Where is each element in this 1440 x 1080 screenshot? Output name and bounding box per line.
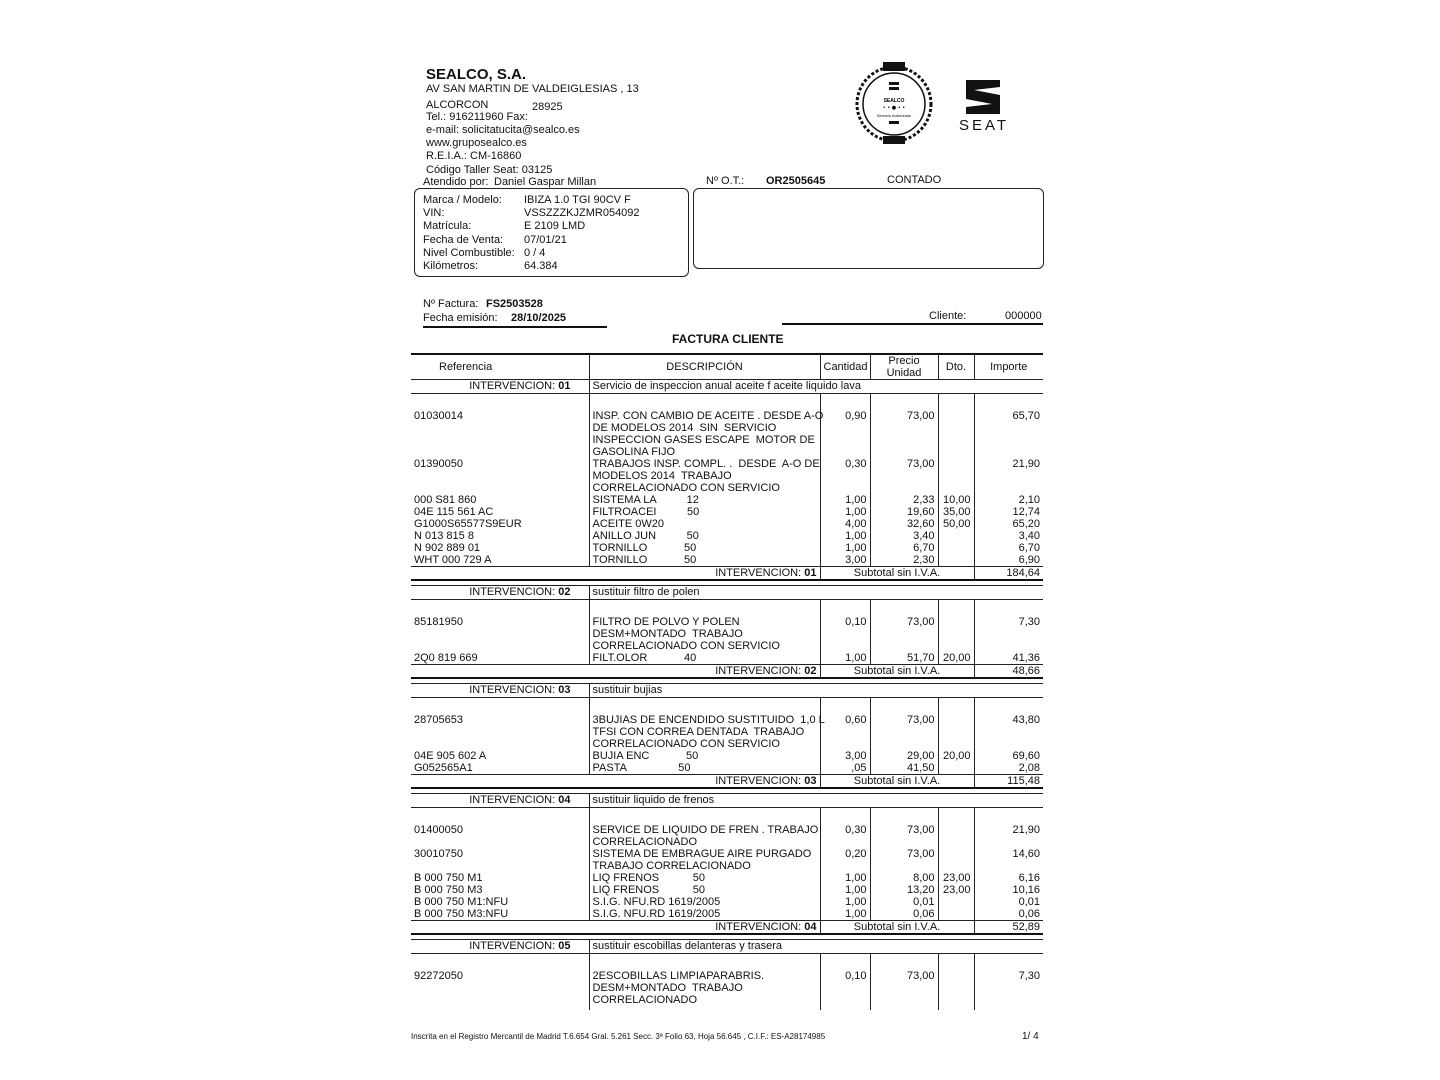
item-description [589, 542, 820, 554]
intervention-label [411, 586, 589, 600]
subtotal-intervention-number: 04 [804, 921, 817, 933]
item-reference: B 000 750 M1 [414, 872, 483, 884]
table-row [411, 542, 1043, 554]
table-row [411, 652, 1043, 665]
item-description-line: CORRELACIONADO CON SERVICIO [592, 482, 780, 494]
payment-type: CONTADO [887, 174, 942, 186]
column-header: Dto. [938, 354, 974, 380]
item-reference: 85181950 [414, 616, 463, 628]
item-unit-price: 0,01 [870, 896, 938, 908]
item-description-line: TRABAJO CORRELACIONADO [592, 860, 751, 872]
seal-top-text: SEALCO [883, 98, 905, 104]
item-amount: 65,70 [974, 410, 1043, 458]
item-description-line: SISTEMA LA 12 [592, 494, 699, 506]
subtotal-row [411, 567, 1043, 581]
intervention-number: 01 [558, 380, 571, 392]
item-unit-price: 2,30 [870, 554, 938, 567]
item-quantity: 1,00 [820, 506, 870, 518]
intervention-header [411, 684, 1043, 698]
item-description-line: DESM+MONTADO TRABAJO [592, 982, 743, 994]
table-row [411, 750, 1043, 762]
table-row [411, 518, 1043, 530]
item-reference: B 000 750 M3:NFU [414, 908, 509, 920]
item-description [589, 518, 820, 530]
item-description [589, 494, 820, 506]
item-unit-price: 51,70 [870, 652, 938, 665]
vehicle-value: 0 / 4 [524, 246, 546, 259]
item-description-line: INSP. CON CAMBIO DE ACEITE . DESDE A-O [592, 410, 824, 422]
item-reference: 2Q0 819 669 [414, 652, 478, 664]
item-amount: 2,08 [974, 762, 1043, 775]
item-reference: 01390050 [414, 458, 463, 470]
client-underline [782, 323, 1043, 325]
item-description-line: 3BUJIAS DE ENCENDIDO SUSTITUIDO 1,0 L [592, 714, 825, 726]
item-description [589, 908, 820, 921]
item-description-line: BUJIA ENC 50 [592, 750, 699, 762]
item-description-line: TRABAJOS INSP. COMPL. . DESDE A-O DE [592, 458, 820, 470]
item-quantity: 1,00 [820, 872, 870, 884]
table-row [411, 908, 1043, 921]
company-reia: R.E.I.A.: CM-16860 [426, 150, 522, 162]
column-header: Precio Unidad [870, 354, 938, 380]
subtotal-intervention-number: 03 [804, 775, 817, 787]
company-taller: Código Taller Seat: 03125 [426, 164, 553, 176]
item-description-line: FILT.OLOR 40 [592, 652, 697, 664]
subtotal-intervention-label: INTERVENCION: [715, 921, 802, 933]
item-reference: 92272050 [414, 970, 463, 982]
item-unit-price: 29,00 [870, 750, 938, 762]
item-description [589, 970, 820, 1006]
svg-text:• • ● • •: • • ● • • [882, 105, 906, 111]
item-discount [938, 824, 974, 848]
item-amount: 12,74 [974, 506, 1043, 518]
invoice-meta-underline [423, 326, 607, 328]
item-discount: 20,00 [938, 750, 974, 762]
item-description [589, 458, 820, 494]
item-amount: 21,90 [974, 458, 1043, 494]
order-number: OR2505645 [766, 175, 826, 187]
seat-logo [944, 78, 1024, 132]
subtotal-amount: 115,48 [974, 775, 1043, 789]
subtotal-amount: 48,66 [974, 665, 1043, 679]
vehicle-value: 07/01/21 [524, 233, 567, 246]
intervention-label-text: INTERVENCION: [469, 586, 556, 598]
vehicle-label: Marca / Modelo: [423, 194, 502, 206]
invoice-number: FS2503528 [486, 298, 543, 310]
company-email: e-mail: solicitatucita@sealco.es [426, 124, 580, 136]
subtotal-amount: 52,89 [974, 921, 1043, 935]
item-reference: WHT 000 729 A [414, 554, 492, 566]
item-discount [938, 896, 974, 908]
company-phone: Tel.: 916211960 Fax: [426, 111, 528, 123]
item-unit-price: 73,00 [870, 970, 938, 1006]
attended-name: Daniel Gaspar Millan [494, 176, 597, 188]
item-description [589, 762, 820, 775]
table-row [411, 410, 1043, 458]
table-header [411, 354, 1043, 380]
item-description-line: TFSI CON CORREA DENTADA TRABAJO [592, 726, 805, 738]
item-description-line: S.I.G. NFU.RD 1619/2005 [592, 908, 721, 920]
subtotal-intervention-label: INTERVENCION: [715, 567, 802, 579]
item-quantity: 1,00 [820, 530, 870, 542]
item-unit-price: 8,00 [870, 872, 938, 884]
table-row [411, 872, 1043, 884]
item-discount [938, 908, 974, 921]
item-quantity: 0,90 [820, 410, 870, 458]
item-description-line: LIQ FRENOS 50 [592, 884, 705, 896]
item-reference: 000 S81 860 [414, 494, 477, 506]
item-quantity: ,05 [820, 762, 870, 775]
item-amount: 14,60 [974, 848, 1043, 872]
vehicle-label: Matrícula: [423, 220, 472, 233]
item-description [589, 616, 820, 652]
item-description [589, 714, 825, 750]
item-unit-price: 0,06 [870, 908, 938, 921]
subtotal-intervention [411, 775, 820, 789]
order-label: Nº O.T.: [706, 175, 745, 187]
item-description-line: MODELOS 2014 TRABAJO [592, 470, 732, 482]
item-discount [938, 530, 974, 542]
item-reference: 28705653 [414, 714, 463, 726]
intervention-label [411, 794, 589, 808]
item-reference: 04E 115 561 AC [414, 506, 494, 518]
sealco-seal-logo [853, 62, 935, 144]
seat-logo-text: SEAT [958, 117, 1010, 132]
subtotal-amount: 184,64 [974, 567, 1043, 581]
item-amount: 65,20 [974, 518, 1043, 530]
intervention-header [411, 794, 1043, 808]
item-quantity: 3,00 [820, 554, 870, 567]
item-unit-price: 73,00 [870, 714, 938, 750]
item-reference: 30010750 [414, 848, 463, 860]
invoice-items-table [411, 353, 1043, 1010]
item-reference: 01400050 [414, 824, 463, 836]
intervention-label [411, 940, 589, 954]
item-discount: 23,00 [938, 884, 974, 896]
table-row [411, 714, 1043, 750]
item-quantity: 0,10 [820, 616, 870, 652]
item-description-line: CORRELACIONADO [592, 994, 698, 1006]
item-quantity: 3,00 [820, 750, 870, 762]
item-unit-price: 41,50 [870, 762, 938, 775]
item-quantity: 4,00 [820, 518, 870, 530]
item-description-line: S.I.G. NFU.RD 1619/2005 [592, 896, 721, 908]
intervention-title: Servicio de inspeccion anual aceite f aceite liquido lava [589, 380, 1043, 394]
item-amount: 2,10 [974, 494, 1043, 506]
item-description [589, 750, 820, 762]
invoice-title: FACTURA CLIENTE [672, 332, 784, 346]
vehicle-value: E 2109 LMD [524, 220, 586, 233]
item-reference: G052565A1 [414, 762, 473, 774]
item-description [589, 896, 820, 908]
subtotal-intervention [411, 665, 820, 679]
item-amount: 69,60 [974, 750, 1043, 762]
invoice-date: 28/10/2025 [511, 312, 567, 324]
item-amount: 0,06 [974, 908, 1043, 921]
company-name: SEALCO, S.A. [426, 66, 527, 83]
item-description-line: TORNILLO 50 [592, 554, 697, 566]
item-description [589, 872, 820, 884]
item-description [589, 410, 824, 458]
item-quantity: 1,00 [820, 542, 870, 554]
attended-label: Atendido por: [423, 176, 489, 188]
subtotal-intervention-label: INTERVENCION: [715, 665, 802, 677]
subtotal-row [411, 921, 1043, 935]
item-unit-price: 73,00 [870, 848, 938, 872]
intervention-title: sustituir escobillas delanteras y trasera [589, 940, 1043, 954]
item-description-line: ANILLO JUN 50 [592, 530, 699, 542]
item-discount: 20,00 [938, 652, 974, 665]
subtotal-row [411, 775, 1043, 789]
invoice-date-label: Fecha emisión: [423, 312, 498, 324]
item-quantity: 1,00 [820, 884, 870, 896]
column-header: Cantidad [820, 354, 870, 380]
item-quantity: 0,60 [820, 714, 870, 750]
item-description [589, 652, 820, 665]
item-quantity: 0,20 [820, 848, 870, 872]
intervention-label [411, 380, 589, 394]
item-amount: 43,80 [974, 714, 1043, 750]
company-web: www.gruposealco.es [426, 137, 527, 149]
table-row [411, 506, 1043, 518]
table-row [411, 762, 1043, 775]
item-discount [938, 714, 974, 750]
subtotal-intervention [411, 921, 820, 935]
item-unit-price: 73,00 [870, 616, 938, 652]
subtotal-intervention [411, 567, 820, 581]
item-description [589, 848, 820, 872]
registry-note: Inscrita en el Registro Mercantil de Madrid T.6.654 Gral. 5.261 Secc. 3ª Folio 63, Hoja 56.645 , C.I.F.: ES-A28174985 [411, 1032, 826, 1041]
item-description-line: CORRELACIONADO CON SERVICIO [592, 738, 780, 750]
intervention-header [411, 586, 1043, 600]
subtotal-row [411, 665, 1043, 679]
item-description [589, 554, 820, 567]
item-description-line: INSPECCION GASES ESCAPE MOTOR DE [592, 434, 815, 446]
item-discount [938, 554, 974, 567]
subtotal-label: Subtotal sin I.V.A. [820, 775, 974, 789]
seal-bottom-text: Servicio Autorizado [876, 113, 912, 118]
table-row [411, 530, 1043, 542]
item-reference: B 000 750 M1:NFU [414, 896, 509, 908]
table-row [411, 824, 1043, 848]
item-description-line: ACEITE 0W20 [592, 518, 665, 530]
item-reference: N 013 815 8 [414, 530, 474, 542]
subtotal-label: Subtotal sin I.V.A. [820, 921, 974, 935]
client-label: Cliente: [929, 310, 967, 322]
item-discount: 35,00 [938, 506, 974, 518]
intervention-title: sustituir filtro de polen [589, 586, 1043, 600]
client-number: 000000 [1005, 310, 1042, 322]
item-unit-price: 3,40 [870, 530, 938, 542]
item-description [589, 884, 820, 896]
item-description [589, 530, 820, 542]
item-amount: 6,16 [974, 872, 1043, 884]
item-reference: 04E 905 602 A [414, 750, 487, 762]
item-amount: 10,16 [974, 884, 1043, 896]
item-discount [938, 848, 974, 872]
item-amount: 6,90 [974, 554, 1043, 567]
item-discount [938, 458, 974, 494]
item-reference: B 000 750 M3 [414, 884, 483, 896]
subtotal-label: Subtotal sin I.V.A. [820, 567, 974, 581]
table-row [411, 970, 1043, 1006]
subtotal-intervention-label: INTERVENCION: [715, 775, 802, 787]
item-description-line: FILTROACEI 50 [592, 506, 700, 518]
item-quantity: 0,30 [820, 824, 870, 848]
intervention-number: 02 [558, 586, 571, 598]
table-row [411, 896, 1043, 908]
item-description-line: GASOLINA FIJO [592, 446, 676, 458]
intervention-label-text: INTERVENCION: [469, 684, 556, 696]
intervention-label [411, 684, 589, 698]
intervention-label-text: INTERVENCION: [469, 940, 556, 952]
column-header: Referencia [411, 354, 589, 380]
item-discount [938, 970, 974, 1006]
vehicle-label: VIN: [423, 207, 445, 220]
intervention-title: sustituir liquido de frenos [589, 794, 1043, 808]
item-reference: 01030014 [414, 410, 463, 422]
column-header: Importe [974, 354, 1043, 380]
item-amount: 21,90 [974, 824, 1043, 848]
item-description-line: SERVICE DE LIQUIDO DE FREN . TRABAJO [592, 824, 819, 836]
table-row [411, 494, 1043, 506]
item-quantity: 1,00 [820, 896, 870, 908]
item-unit-price: 73,00 [870, 824, 938, 848]
item-reference: G1000S65577S9EUR [414, 518, 522, 530]
item-description-line: SISTEMA DE EMBRAGUE AIRE PURGADO [592, 848, 812, 860]
item-description-line: DESM+MONTADO TRABAJO [592, 628, 743, 640]
company-zip: 28925 [532, 101, 563, 113]
item-discount [938, 410, 974, 458]
item-quantity: 1,00 [820, 908, 870, 921]
company-city: ALCORCON [426, 99, 489, 111]
subtotal-intervention-number: 01 [804, 567, 817, 579]
vehicle-label: Nivel Combustible: [423, 246, 515, 259]
vehicle-label: Fecha de Venta: [423, 233, 504, 246]
intervention-label-text: INTERVENCION: [469, 794, 556, 806]
item-description [589, 506, 820, 518]
vehicle-label: Kilómetros: [423, 260, 479, 272]
item-quantity: 0,30 [820, 458, 870, 494]
vehicle-value: VSSZZZKJZMR054092 [524, 207, 640, 220]
item-description-line: CORRELACIONADO CON SERVICIO [592, 640, 780, 652]
item-unit-price: 19,60 [870, 506, 938, 518]
item-description-line: FILTRO DE POLVO Y POLEN [592, 616, 740, 628]
item-quantity: 1,00 [820, 494, 870, 506]
item-discount: 10,00 [938, 494, 974, 506]
item-unit-price: 13,20 [870, 884, 938, 896]
subtotal-label: Subtotal sin I.V.A. [820, 665, 974, 679]
company-address: AV SAN MARTIN DE VALDEIGLESIAS , 13 [426, 83, 639, 95]
table-row [411, 554, 1043, 567]
intervention-number: 03 [558, 684, 571, 696]
table-row [411, 848, 1043, 872]
item-description [589, 824, 820, 848]
vehicle-value: 64.384 [524, 260, 558, 272]
item-amount: 7,30 [974, 616, 1043, 652]
intervention-header [411, 380, 1043, 394]
column-header: DESCRIPCIÓN [589, 354, 820, 380]
item-discount [938, 762, 974, 775]
item-unit-price: 73,00 [870, 458, 938, 494]
item-description-line: LIQ FRENOS 50 [592, 872, 705, 884]
item-description-line: DE MODELOS 2014 SIN SERVICIO [592, 422, 777, 434]
subtotal-intervention-number: 02 [804, 665, 817, 677]
item-quantity: 1,00 [820, 652, 870, 665]
item-discount [938, 542, 974, 554]
notes-box [693, 188, 1044, 269]
table-row [411, 458, 1043, 494]
vehicle-value: IBIZA 1.0 TGI 90CV F [524, 194, 631, 206]
item-amount: 41,36 [974, 652, 1043, 665]
page-number: 1/ 4 [1022, 1031, 1039, 1042]
item-discount [938, 616, 974, 652]
intervention-title: sustituir bujias [589, 684, 1043, 698]
item-amount: 3,40 [974, 530, 1043, 542]
item-unit-price: 32,60 [870, 518, 938, 530]
intervention-label-text: INTERVENCION: [469, 380, 556, 392]
item-discount: 23,00 [938, 872, 974, 884]
item-unit-price: 73,00 [870, 410, 938, 458]
item-amount: 7,30 [974, 970, 1043, 1006]
item-amount: 0,01 [974, 896, 1043, 908]
invoice-number-label: Nº Factura: [423, 298, 479, 310]
item-description-line: CORRELACIONADO [592, 836, 698, 848]
item-reference: N 902 889 01 [414, 542, 481, 554]
intervention-number: 05 [558, 940, 571, 952]
item-description-line: 2ESCOBILLAS LIMPIAPARABRIS. [592, 970, 765, 982]
item-unit-price: 6,70 [870, 542, 938, 554]
item-discount: 50,00 [938, 518, 974, 530]
table-row [411, 884, 1043, 896]
item-description-line: TORNILLO 50 [592, 542, 697, 554]
item-amount: 6,70 [974, 542, 1043, 554]
intervention-number: 04 [558, 794, 571, 806]
item-quantity: 0,10 [820, 970, 870, 1006]
intervention-header [411, 940, 1043, 954]
table-row [411, 616, 1043, 652]
item-description-line: PASTA 50 [592, 762, 691, 774]
item-unit-price: 2,33 [870, 494, 938, 506]
